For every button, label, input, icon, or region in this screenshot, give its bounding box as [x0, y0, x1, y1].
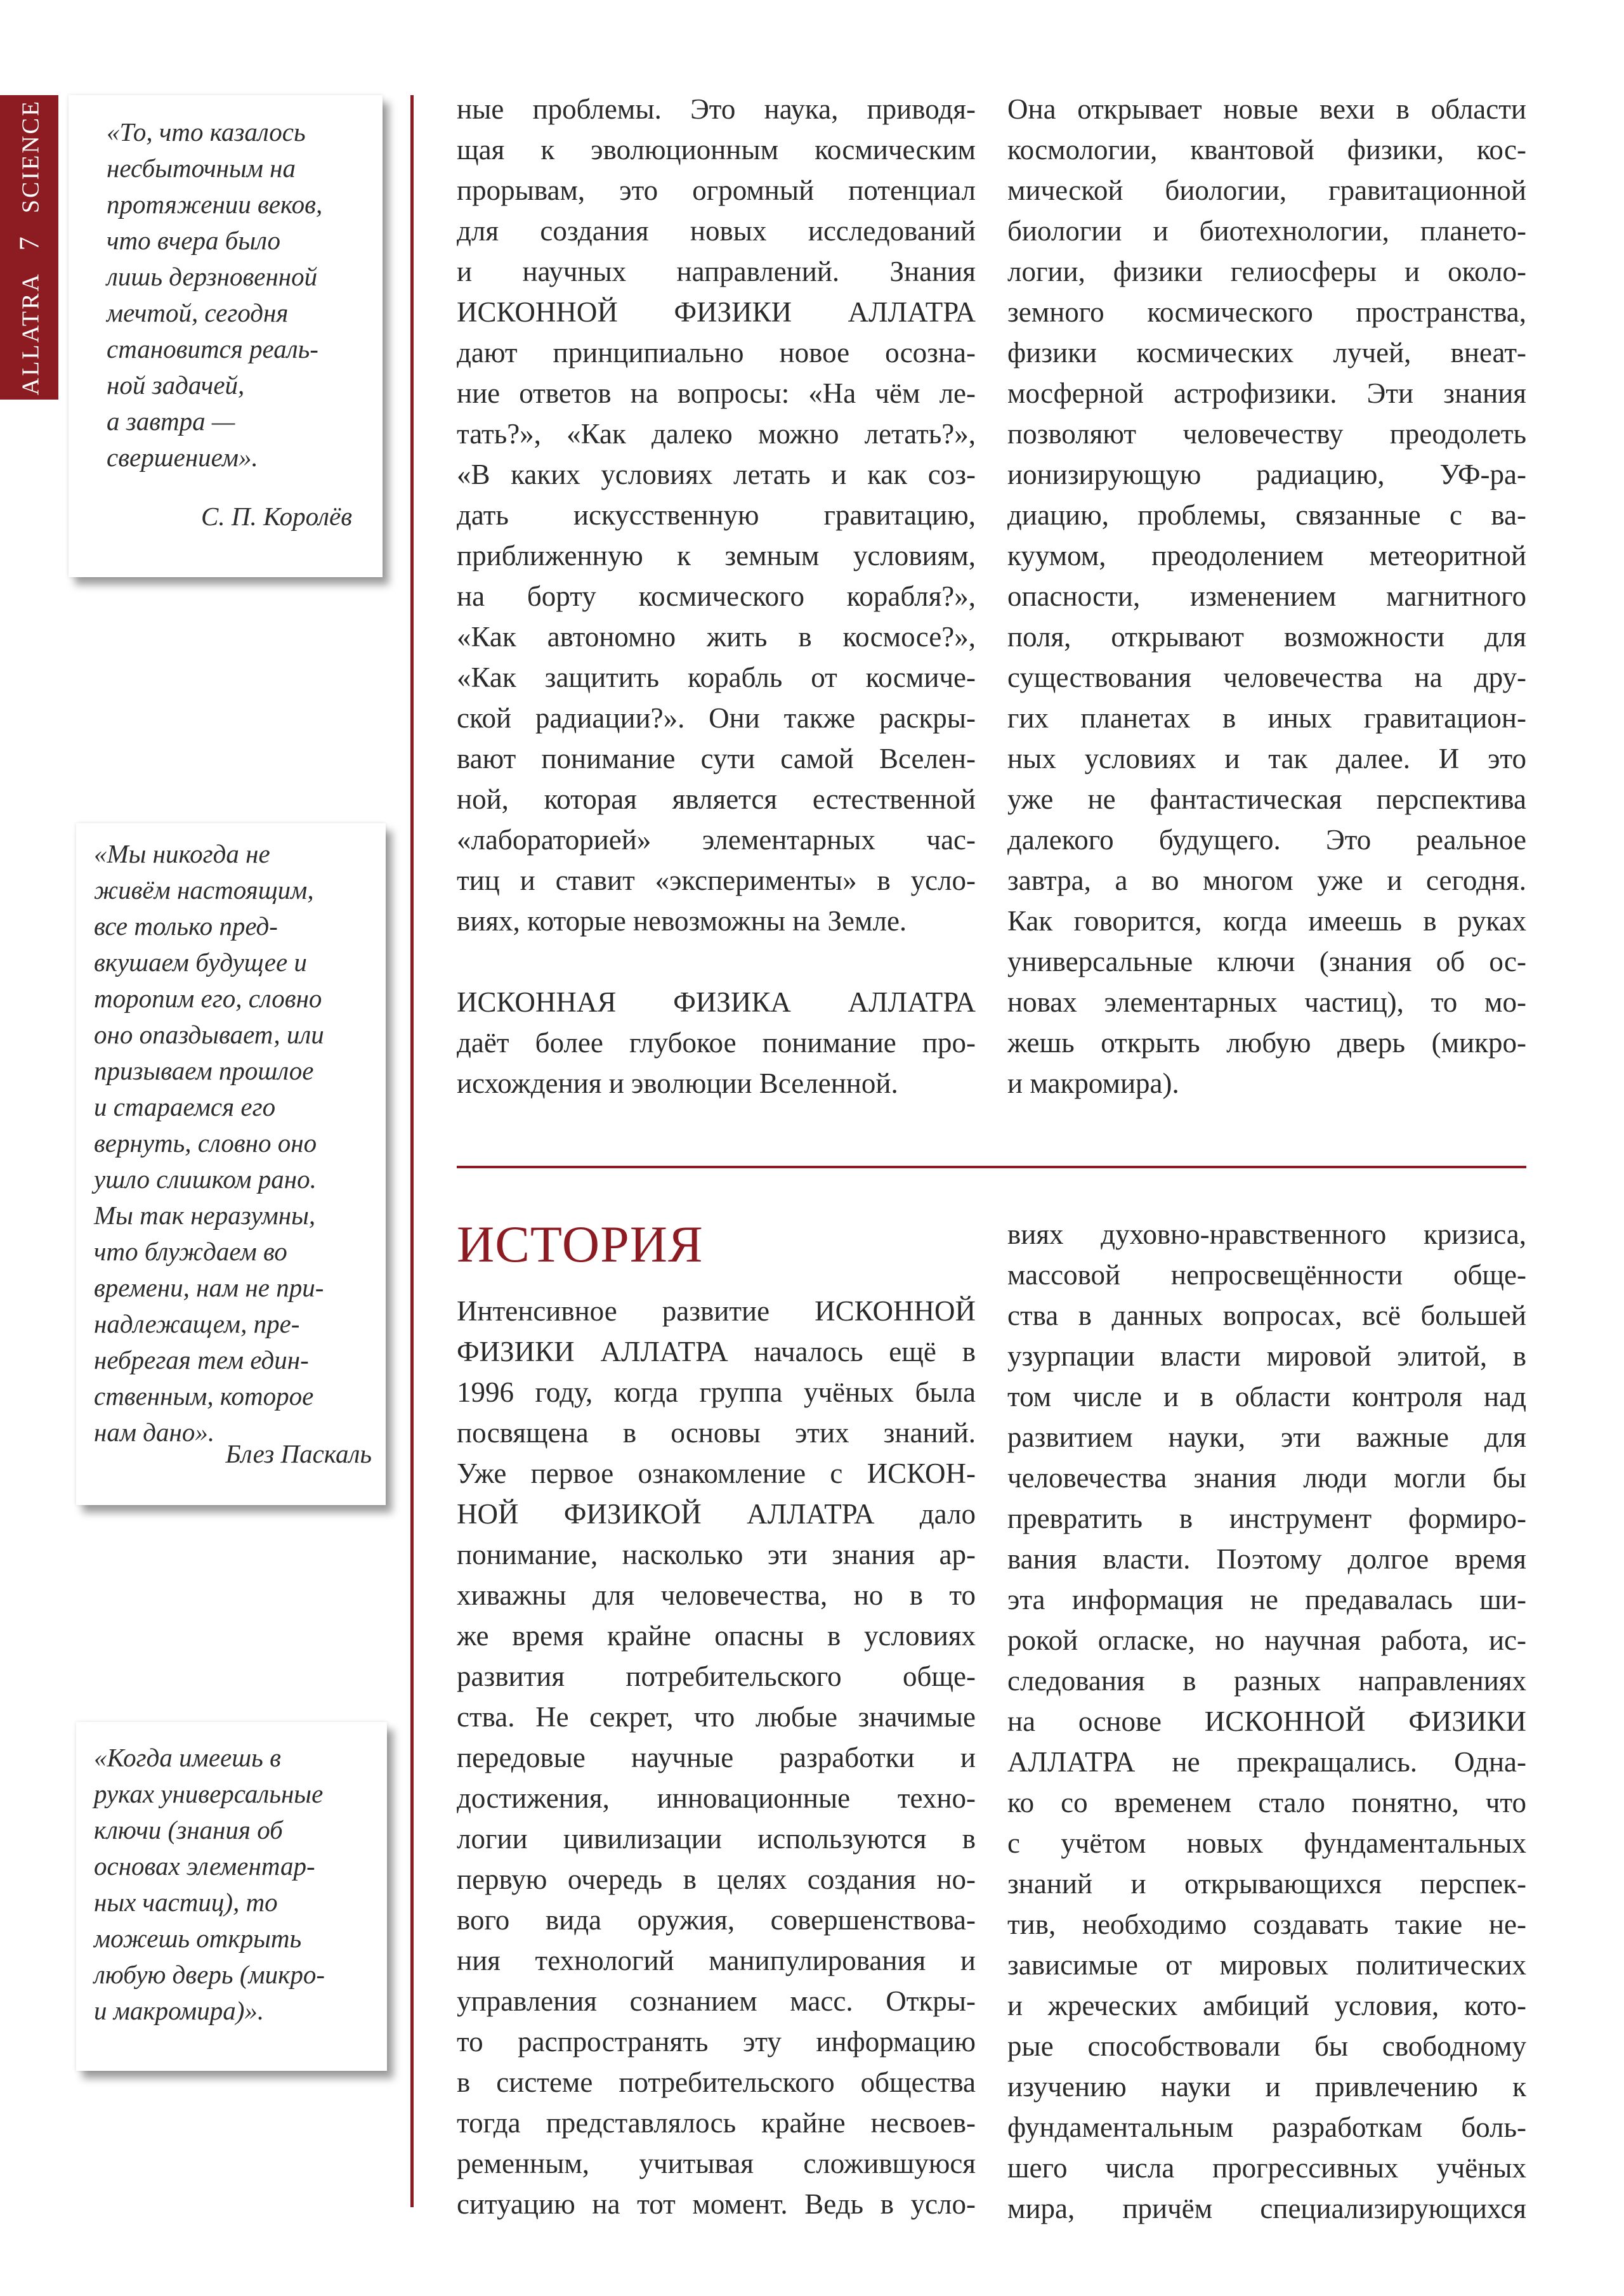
text-line: завтра, а во многом уже и сегодня. [1007, 864, 1526, 896]
text-line: любую дверь (микро- [94, 1960, 325, 1989]
text-line: Как говорится, когда имеешь в руках [1007, 905, 1526, 937]
text-line: следования в разных направлениях [1007, 1665, 1526, 1697]
text-line: управления сознанием масс. Откры- [457, 1985, 976, 2017]
text-line: ной задачей, [107, 370, 245, 400]
text-line: Уже первое ознакомление с ИСКОН- [457, 1458, 976, 1489]
text-line: опасности, изменением магнитного [1007, 580, 1526, 612]
text-line: мечтой, сегодня [107, 298, 289, 327]
text-line: небрегая тем един- [94, 1345, 309, 1374]
text-line: виях духовно-нравственного кризиса, [1007, 1218, 1526, 1250]
text-line: развитием науки, эти важные для [1007, 1421, 1526, 1453]
text-line: протяжении веков, [107, 190, 323, 219]
text-line: и макромира)». [94, 1996, 265, 2025]
quote-box-korolev [69, 95, 383, 577]
quote-author: Блез Паскаль [225, 1439, 372, 1468]
text-line: рокой огласке, но научная работа, ис- [1007, 1624, 1526, 1656]
text-line: 1996 году, когда группа учёных была [457, 1376, 976, 1408]
text-line: ние ответов на вопросы: «На чём ле- [457, 377, 976, 409]
quote-text [94, 1740, 325, 2029]
history-left-column [457, 1291, 976, 2224]
text-line: том числе и в области контроля над [1007, 1381, 1526, 1412]
paragraph [1007, 89, 1526, 1104]
text-line: дают принципиально новое осозна- [457, 337, 976, 369]
text-line: поля, открывают возможности для [1007, 621, 1526, 653]
text-line: Интенсивное развитие ИСКОННОЙ [457, 1295, 976, 1327]
text-line: торопим его, словно [94, 984, 322, 1013]
text-line: лишь дерзновенной [107, 262, 318, 291]
text-line: ных условиях и так далее. И это [1007, 743, 1526, 774]
text-line: массовой непросвещённости обще- [1007, 1259, 1526, 1291]
text-line: мосферной астрофизики. Эти знания [1007, 377, 1526, 409]
quote-text [107, 114, 322, 476]
text-line: ской радиации?». Они также раскры- [457, 702, 976, 734]
text-line: ситуацию на тот момент. Ведь в усло- [457, 2188, 976, 2220]
text-line: тиц и ставит «эксперименты» в усло- [457, 864, 976, 896]
text-line: исхождения и эволюции Вселенной. [457, 1067, 898, 1099]
text-line: жешь открыть любую дверь (микро- [1007, 1027, 1526, 1059]
text-line: биологии и биотехнологии, плането- [1007, 215, 1526, 247]
text-line: ния технологий манипулирования и [457, 1945, 976, 1976]
top-right-column [1007, 89, 1526, 1104]
text-line: виях, которые невозможны на Земле. [457, 905, 907, 937]
text-line: основах элементар- [94, 1851, 315, 1881]
text-line: позволяют человечеству преодолеть [1007, 418, 1526, 450]
text-line: ства в данных вопросах, всё большей [1007, 1300, 1526, 1331]
text-line: зависимые от мировых политических [1007, 1949, 1526, 1981]
text-line: ИСКОННОЙ ФИЗИКИ АЛЛАТРА [457, 296, 976, 328]
text-line: посвящена в основы этих знаний. [457, 1417, 976, 1449]
text-line: и научных направлений. Знания [457, 256, 976, 287]
text-line: ионизирующую радиацию, УФ-ра- [1007, 459, 1526, 490]
text-line: тив, необходимо создавать такие не- [1007, 1908, 1526, 1940]
text-line: знаний и открывающихся перспек- [1007, 1868, 1526, 1900]
text-line: вают понимание сути самой Вселен- [457, 743, 976, 774]
text-line: приближенную к земным условиям, [457, 540, 976, 571]
text-line: хиважны для человечества, но в то [457, 1579, 976, 1611]
text-line: что блуждаем во [94, 1237, 287, 1266]
text-line: земного космического пространства, [1007, 296, 1526, 328]
text-line: прорывам, это огромный потенциал [457, 174, 976, 206]
text-line: то распространять эту информацию [457, 2026, 976, 2058]
text-line: все только пред- [94, 911, 278, 941]
text-line: призываем прошлое [94, 1056, 314, 1085]
text-line: далекого будущего. Это реальное [1007, 824, 1526, 856]
text-line: АЛЛАТРА не прекращались. Одна- [1007, 1746, 1526, 1778]
text-line: становится реаль- [107, 334, 318, 363]
text-line: вернуть, словно оно [94, 1128, 317, 1158]
text-line: же время крайне опасны в условиях [457, 1620, 976, 1652]
text-line: рые способствовали бы свободному [1007, 2030, 1526, 2062]
text-line: можешь открыть [94, 1924, 302, 1953]
quote-author: С. П. Королёв [201, 502, 352, 531]
text-line: вкушаем будущее и [94, 948, 307, 977]
text-line: фундаментальным разработкам боль- [1007, 2111, 1526, 2143]
paragraph-gap [457, 941, 976, 982]
text-line: в системе потребительского общества [457, 2066, 976, 2098]
text-line: шего числа прогрессивных учёных [1007, 2152, 1526, 2184]
text-line: ные проблемы. Это наука, приводя- [457, 93, 976, 125]
text-line: «Как автономно жить в космосе?», [457, 621, 976, 653]
quote-box-keys [76, 1722, 387, 2071]
text-line: развития потребительского обще- [457, 1660, 976, 1692]
text-line: гих планетах в иных гравитацион- [1007, 702, 1526, 734]
text-line: изучению науки и привлечению к [1007, 2071, 1526, 2103]
text-line: передовые научные разработки и [457, 1742, 976, 1773]
text-line: мира, причём специализирующихся [1007, 2193, 1526, 2224]
text-line: даёт более глубокое понимание про- [457, 1027, 976, 1059]
text-line: на борту космического корабля?», [457, 580, 976, 612]
brand-label: ALLATRA [17, 272, 44, 396]
text-line: куумом, преодолением метеоритной [1007, 540, 1526, 571]
text-line: для создания новых исследований [457, 215, 976, 247]
text-line: ства. Не секрет, что любые значимые [457, 1701, 976, 1733]
text-line: «Как защитить корабль от космиче- [457, 662, 976, 693]
text-line: «В каких условиях летать и как соз- [457, 459, 976, 490]
text-line: НОЙ ФИЗИКОЙ АЛЛАТРА дало [457, 1498, 976, 1530]
text-line: ФИЗИКИ АЛЛАТРА началось ещё в [457, 1336, 976, 1367]
text-line: мической биологии, гравитационной [1007, 174, 1526, 206]
text-line: живём настоящим, [94, 875, 314, 904]
text-line: первую очередь в целях создания но- [457, 1863, 976, 1895]
text-line: несбыточным на [107, 153, 296, 183]
text-line: нам дано». [94, 1418, 215, 1447]
text-line: новах элементарных частиц), то мо- [1007, 986, 1526, 1018]
text-line: эта информация не предавалась ши- [1007, 1584, 1526, 1615]
paragraph [457, 1291, 976, 2224]
text-line: ственным, которое [94, 1381, 314, 1411]
paragraph [457, 89, 976, 941]
side-tab-text [13, 100, 46, 395]
text-line: «Мы никогда не [94, 839, 270, 868]
paragraph [457, 982, 976, 1104]
text-line: оно опаздывает, или [94, 1020, 324, 1049]
text-line: и жреческих амбиций условия, кото- [1007, 1990, 1526, 2021]
section-label: SCIENCE [17, 99, 44, 214]
quote-text [94, 836, 324, 1451]
text-line: вания власти. Поэтому долгое время [1007, 1543, 1526, 1575]
section-heading: ИСТОРИЯ [457, 1215, 704, 1273]
text-line: ключи (знания об [94, 1815, 283, 1844]
text-line: тогда представлялось крайне несвоев- [457, 2107, 976, 2139]
text-line: космологии, квантовой физики, кос- [1007, 134, 1526, 166]
text-line: уже не фантастическая перспектива [1007, 783, 1526, 815]
text-line: понимание, насколько эти знания ар- [457, 1539, 976, 1570]
text-line: существования человечества на дру- [1007, 662, 1526, 693]
text-line: надлежащем, пре- [94, 1309, 300, 1338]
text-line: логии цивилизации используются в [457, 1823, 976, 1855]
side-tab [0, 95, 58, 400]
text-line: времени, нам не при- [94, 1273, 324, 1302]
text-line: щая к эволюционным космическим [457, 134, 976, 166]
section-divider [457, 1166, 1526, 1168]
text-line: вого вида оружия, совершенствова- [457, 1904, 976, 1936]
history-right-column [1007, 1214, 1526, 2229]
text-line: Она открывает новые вехи в области [1007, 93, 1526, 125]
text-line: ко со временем стало понятно, что [1007, 1787, 1526, 1818]
quote-box-pascal [76, 823, 386, 1505]
text-line: достижения, инновационные техно- [457, 1782, 976, 1814]
text-line: руках универсальные [94, 1779, 324, 1808]
text-line: «лабораторией» элементарных час- [457, 824, 976, 856]
text-line: а завтра — [107, 407, 235, 436]
text-line: что вчера было [107, 226, 280, 255]
text-line: ных частиц), то [94, 1888, 278, 1917]
text-line: на основе ИСКОННОЙ ФИЗИКИ [1007, 1706, 1526, 1737]
text-line: и стараемся его [94, 1092, 276, 1121]
text-line: ременным, учитывая сложившуюся [457, 2148, 976, 2179]
text-line: «То, что казалось [107, 117, 306, 147]
top-left-column [457, 89, 976, 1104]
text-line: диацию, проблемы, связанные с ва- [1007, 499, 1526, 531]
text-line: свершением». [107, 443, 258, 472]
text-line: дать искусственную гравитацию, [457, 499, 976, 531]
paragraph [1007, 1214, 1526, 2229]
text-line: Мы так неразумны, [94, 1201, 316, 1230]
page-number: 7 [13, 235, 45, 251]
text-line: превратить в инструмент формиро- [1007, 1503, 1526, 1534]
text-line: человечества знания люди могли бы [1007, 1462, 1526, 1494]
vertical-divider [410, 95, 414, 2207]
text-line: узурпации власти мировой элитой, в [1007, 1340, 1526, 1372]
text-line: с учётом новых фундаментальных [1007, 1827, 1526, 1859]
text-line: и макромира). [1007, 1067, 1179, 1099]
text-line: ушло слишком рано. [94, 1164, 317, 1194]
text-line: «Когда имеешь в [94, 1743, 281, 1772]
text-line: логии, физики гелиосферы и около- [1007, 256, 1526, 287]
text-line: ИСКОННАЯ ФИЗИКА АЛЛАТРА [457, 986, 976, 1018]
text-line: физики космических лучей, внеат- [1007, 337, 1526, 369]
text-line: тать?», «Как далеко можно летать?», [457, 418, 976, 450]
text-line: универсальные ключи (знания об ос- [1007, 946, 1526, 977]
text-line: ной, которая является естественной [457, 783, 976, 815]
